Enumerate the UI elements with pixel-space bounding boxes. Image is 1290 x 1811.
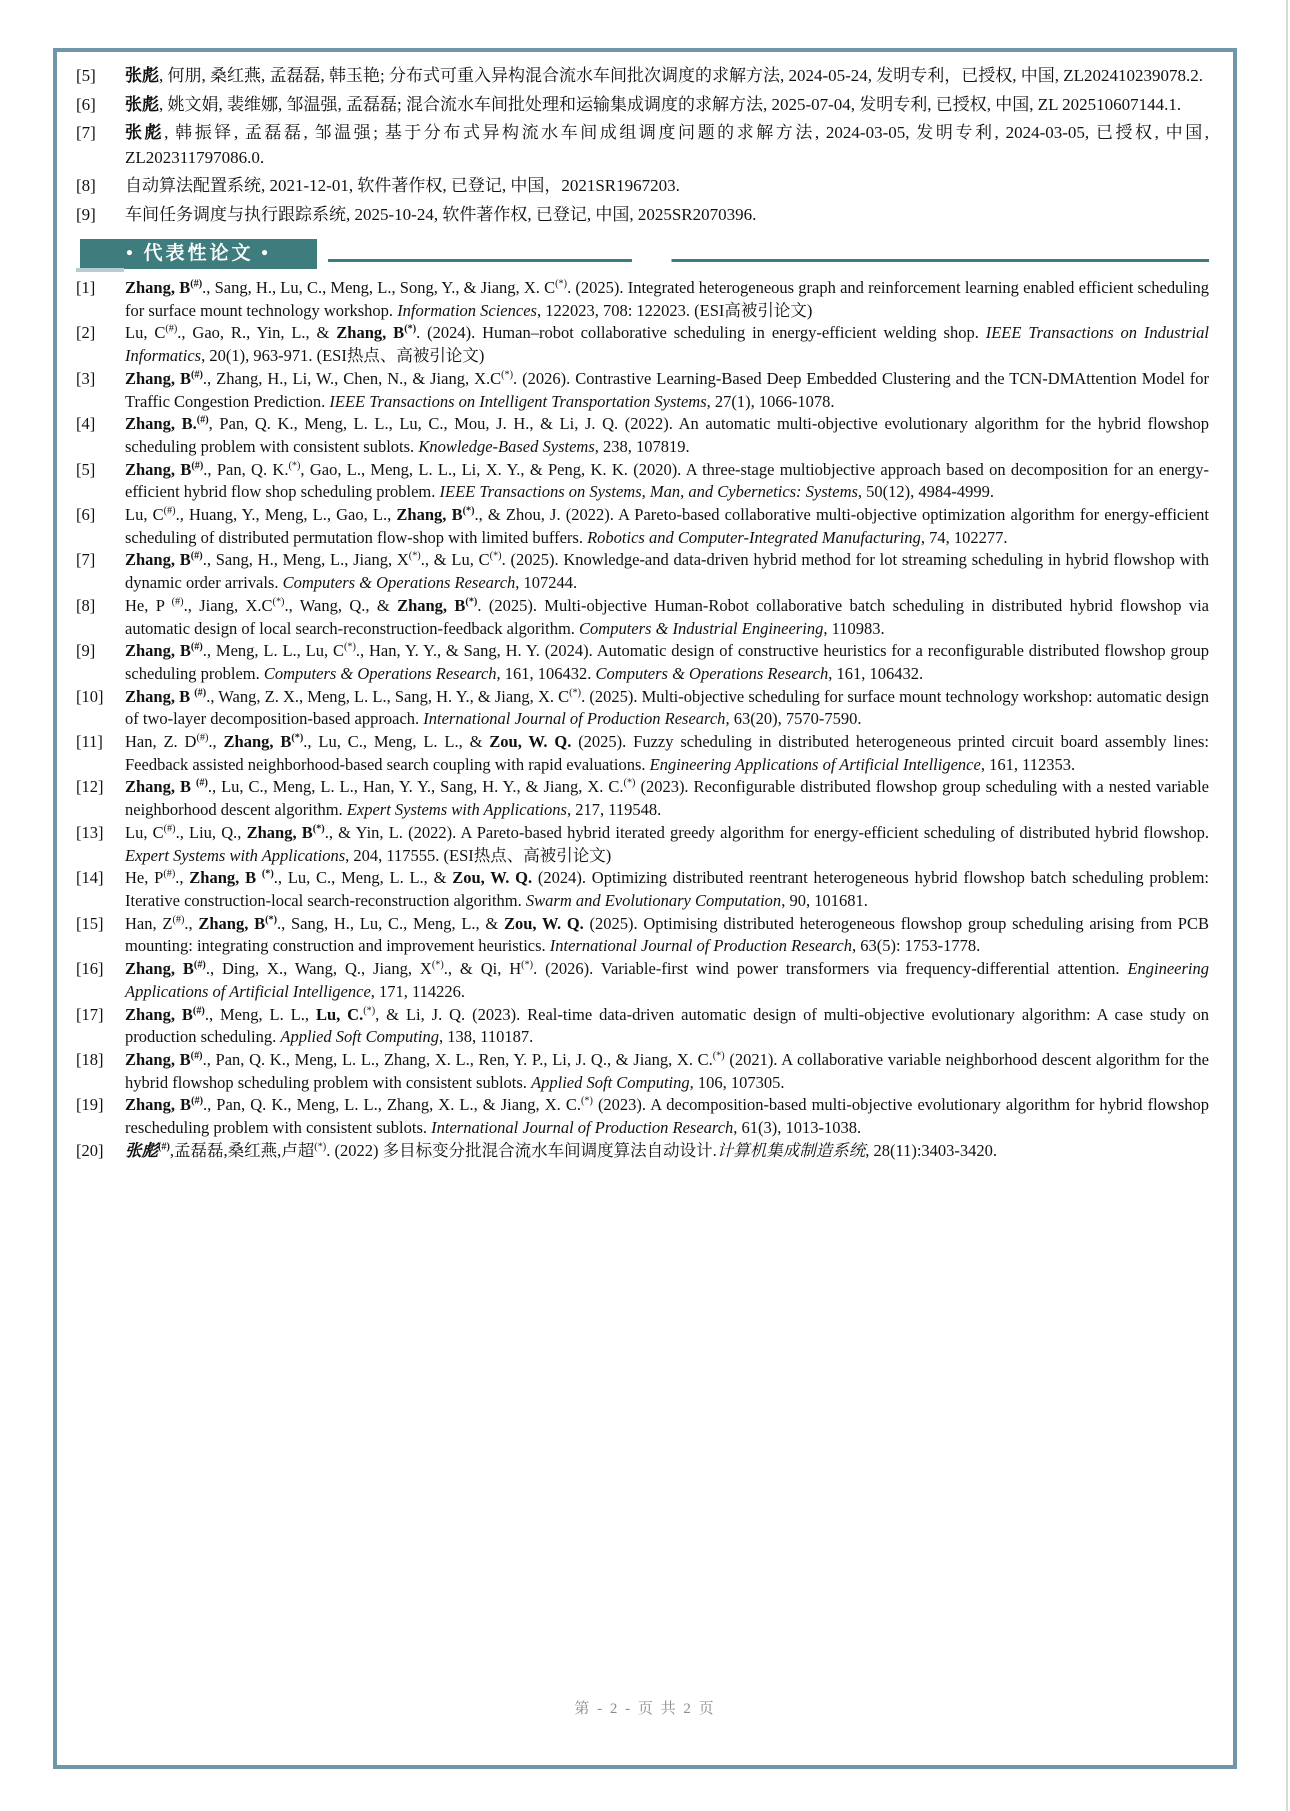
section-underline-accent xyxy=(76,268,124,272)
reference-text: He, P (#)., Jiang, X.C(*)., Wang, Q., & Zhang, B(*). (2025). Multi-objective Human-Robot collaborative batch scheduling in distributed hybrid flowshop via automatic design of local search-reconstruction-feedback algorithm. Computers & Industrial Engineering, 110983. xyxy=(125,595,1209,638)
reference-text: 自动算法配置系统, 2021-12-01, 软件著作权, 已登记, 中国，2021SR1967203. xyxy=(125,176,680,195)
reference-text: He, P(#)., Zhang, B (*)., Lu, C., Meng, L. L., & Zou, W. Q. (2024). Optimizing distributed reentrant heterogeneous hybrid flowshop batch scheduling problem: Iterative construction-local search-reconstruction algorithm. Swarm and Evolutionary Computation, 90, 101681. xyxy=(125,868,1210,910)
reference-number: [4] xyxy=(76,414,96,434)
reference-number: [16] xyxy=(76,959,104,979)
reference-item xyxy=(78,913,1209,958)
reference-text: Zhang, B(#)., Pan, Q. K.(*), Gao, L., Meng, L. L., Li, X. Y., & Peng, K. K. (2020). A three-stage multiobjective approach based on decomposition for an energy-efficient hybrid flow shop scheduling problem. IEEE Transactions on Systems, Man, and Cybernetics: Systems, 50(12), 4984-4999. xyxy=(125,459,1209,502)
reference-text: Zhang, B(#)., Pan, Q. K., Meng, L. L., Zhang, X. L., Ren, Y. P., Li, J. Q., & Jiang, X. C.(*) (2021). A collaborative variable neighborhood descent algorithm for the hybrid flowshop scheduling problem with consistent sublots. Applied Soft Computing, 106, 107305. xyxy=(125,1049,1209,1092)
page-content xyxy=(78,64,1209,1162)
reference-number: [6] xyxy=(76,505,96,525)
reference-text: Lu, C(#)., Gao, R., Yin, L., & Zhang, B(*). (2024). Human–robot collaborative scheduling in energy-efficient welding shop. IEEE Transactions on Industrial Informatics, 20(1), 963-971. (ESI热点、高被引论文) xyxy=(125,323,1209,366)
publications-list xyxy=(78,277,1209,1162)
reference-text: 车间任务调度与执行跟踪系统, 2025-10-24, 软件著作权, 已登记, 中国, 2025SR2070396. xyxy=(125,204,757,224)
reference-number: [18] xyxy=(76,1049,104,1069)
reference-item xyxy=(78,1004,1209,1049)
reference-text: Lu, C(#)., Liu, Q., Zhang, B(*)., & Yin, L. (2022). A Pareto-based hybrid iterated greedy algorithm for energy-efficient scheduling of distributed hybrid flowshop. Expert Systems with Applications, 204, 117555. (ESI热点、高被引论文) xyxy=(125,822,1209,865)
reference-item xyxy=(78,686,1209,731)
reference-number: [12] xyxy=(76,777,104,797)
reference-text: Zhang, B(#)., Sang, H., Meng, L., Jiang, X(*)., & Lu, C(*). (2025). Knowledge-and data-driven hybrid method for lot streaming scheduling in hybrid flowshop with dynamic order arrivals. Computers & Operations Research, 107244. xyxy=(125,550,1209,593)
reference-item xyxy=(78,822,1209,867)
reference-text: 张彪, 姚文娟, 裴维娜, 邹温强, 孟磊磊; 混合流水车间批处理和运输集成调度的求解方法, 2025-07-04, 发明专利, 已授权, 中国, ZL 202510607144.1. xyxy=(125,94,1182,114)
page-number-footer: 第 - 2 - 页 共 2 页 xyxy=(574,1701,716,1717)
reference-number: [17] xyxy=(76,1004,104,1024)
section-title: • 代表性论文 • xyxy=(80,239,317,269)
reference-item xyxy=(78,504,1209,549)
reference-text: Lu, C(#)., Huang, Y., Meng, L., Gao, L., Zhang, B(*)., & Zhou, J. (2022). A Pareto-based collaborative multi-objective optimization algorithm for energy-efficient scheduling of distributed permutation flow-shop with limited buffers. Robotics and Computer-Integrated Manufacturing, 74, 102277. xyxy=(125,505,1209,547)
reference-item xyxy=(78,867,1209,912)
reference-item xyxy=(78,1140,1209,1163)
reference-number: [15] xyxy=(76,913,104,933)
reference-item xyxy=(78,776,1209,821)
reference-text: 张彪(#),孟磊磊,桑红燕,卢超(*). (2022) 多目标变分批混合流水车间调度算法自动设计.计算机集成制造系统, 28(11):3403-3420. xyxy=(125,1140,998,1160)
document-page xyxy=(53,48,1237,1769)
reference-item xyxy=(78,64,1209,89)
reference-text: Zhang, B(#)., Meng, L. L., Lu, C.(*), & Li, J. Q. (2023). Real-time data-driven automatic design of multi-objective evolutionary algorithm: A case study on production scheduling. Applied Soft Computing, 138, 110187. xyxy=(125,1004,1209,1047)
reference-number: [9] xyxy=(76,204,96,224)
reference-item xyxy=(78,731,1209,776)
reference-number: [7] xyxy=(76,550,96,570)
reference-text: Zhang, B(#)., Meng, L. L., Lu, C(*)., Han, Y. Y., & Sang, H. Y. (2024). Automatic design of constructive heuristics for a reconfigurable distributed flowshop group scheduling problem. Computers & Operations Research, 161, 106432. Computers & Operations Research, 161, 106432. xyxy=(125,641,1209,683)
reference-number: [11] xyxy=(76,732,103,752)
reference-number: [5] xyxy=(76,66,96,85)
reference-item xyxy=(78,1049,1209,1094)
reference-number: [1] xyxy=(76,278,96,297)
reference-item xyxy=(78,549,1209,594)
reference-item xyxy=(78,121,1209,170)
screenshot-right-edge-line xyxy=(1286,0,1288,1811)
section-divider-line xyxy=(328,259,1209,262)
reference-number: [8] xyxy=(76,176,96,195)
reference-text: Han, Z. D(#)., Zhang, B(*)., Lu, C., Meng, L. L., & Zou, W. Q. (2025). Fuzzy scheduling in distributed heterogeneous printed circuit board assembly lines: Feedback assisted neighborhood-based search coupling with rapid evaluations. Engineering Applications of Artificial Intelligence, 161, 112353. xyxy=(125,732,1210,774)
reference-number: [20] xyxy=(76,1140,104,1160)
reference-number: [13] xyxy=(76,822,104,842)
reference-number: [2] xyxy=(76,323,96,343)
reference-text: Zhang, B(#)., Sang, H., Lu, C., Meng, L., Song, Y., & Jiang, X. C(*). (2025). Integrated heterogeneous graph and reinforcement learning enabled efficient scheduling for surface mount technology workshop. Information Sciences, 122023, 708: 122023. (ESI高被引论文) xyxy=(125,278,1209,320)
reference-number: [9] xyxy=(76,641,96,661)
reference-item xyxy=(78,459,1209,504)
reference-item xyxy=(78,93,1209,118)
reference-text: 张彪, 韩振铎, 孟磊磊, 邹温强; 基于分布式异构流水车间成组调度问题的求解方法, 2024-03-05, 发明专利, 2024-03-05, 已授权, 中国, ZL202311797086.0. xyxy=(125,123,1209,167)
reference-number: [19] xyxy=(76,1095,104,1115)
reference-text: Zhang, B.(#), Pan, Q. K., Meng, L. L., Lu, C., Mou, J. H., & Li, J. Q. (2022). An automatic multi-objective evolutionary algorithm for the hybrid flowshop scheduling problem with consistent sublots. Knowledge-Based Systems, 238, 107819. xyxy=(125,414,1209,456)
reference-item xyxy=(78,595,1209,640)
reference-text: Zhang, B (#)., Wang, Z. X., Meng, L. L., Sang, H. Y., & Jiang, X. C(*). (2025). Multi-objective scheduling for surface mount technology workshop: automatic design of two-layer decomposition-based approach. International Journal of Production Research, 63(20), 7570-7590. xyxy=(125,686,1209,729)
reference-number: [8] xyxy=(76,595,96,615)
reference-text: Zhang, B(#)., Pan, Q. K., Meng, L. L., Zhang, X. L., & Jiang, X. C.(*) (2023). A decomposition-based multi-objective evolutionary algorithm for hybrid flowshop rescheduling problem with consistent sublots. International Journal of Production Research, 61(3), 1013-1038. xyxy=(125,1095,1209,1138)
reference-item xyxy=(78,322,1209,367)
reference-item xyxy=(78,958,1209,1003)
reference-number: [6] xyxy=(76,94,96,114)
reference-number: [5] xyxy=(76,459,96,479)
reference-item xyxy=(78,368,1209,413)
reference-number: [3] xyxy=(76,368,96,388)
reference-number: [14] xyxy=(76,868,104,888)
reference-item xyxy=(78,640,1209,685)
reference-number: [10] xyxy=(76,686,104,706)
reference-text: Zhang, B(#)., Zhang, H., Li, W., Chen, N., & Jiang, X.C(*). (2026). Contrastive Learning-Based Deep Embedded Clustering and the TCN-DMAttention Model for Traffic Congestion Prediction. IEEE Transactions on Intelligent Transportation Systems, 27(1), 1066-1078. xyxy=(125,368,1209,411)
patents-list xyxy=(78,64,1209,227)
reference-item xyxy=(78,1094,1209,1139)
reference-text: Zhang, B(#)., Ding, X., Wang, Q., Jiang, X(*)., & Qi, H(*). (2026). Variable-first wind power transformers via frequency-differential attention. Engineering Applications of Artificial Intelligence, 171, 114226. xyxy=(125,959,1210,1001)
reference-text: 张彪, 何朋, 桑红燕, 孟磊磊, 韩玉艳; 分布式可重入异构混合流水车间批次调度的求解方法, 2024-05-24, 发明专利，已授权, 中国, ZL202410239078.2. xyxy=(125,66,1204,85)
reference-text: Han, Z(#)., Zhang, B(*)., Sang, H., Lu, C., Meng, L., & Zou, W. Q. (2025). Optimising distributed heterogeneous flowshop group scheduling arising from PCB mounting: integrating construction and improvement heuristics. International Journal of Production Research, 63(5): 1753-1778. xyxy=(125,913,1209,956)
reference-text: Zhang, B (#)., Lu, C., Meng, L. L., Han, Y. Y., Sang, H. Y., & Jiang, X. C.(*) (2023). Reconfigurable distributed flowshop group scheduling with a nested variable neighborhood descent algorithm. Expert Systems with Applications, 217, 119548. xyxy=(125,777,1209,820)
reference-item xyxy=(78,277,1209,322)
section-header xyxy=(78,239,1209,269)
reference-item xyxy=(78,203,1209,228)
reference-item xyxy=(78,174,1209,199)
reference-item xyxy=(78,413,1209,458)
reference-number: [7] xyxy=(76,123,96,142)
